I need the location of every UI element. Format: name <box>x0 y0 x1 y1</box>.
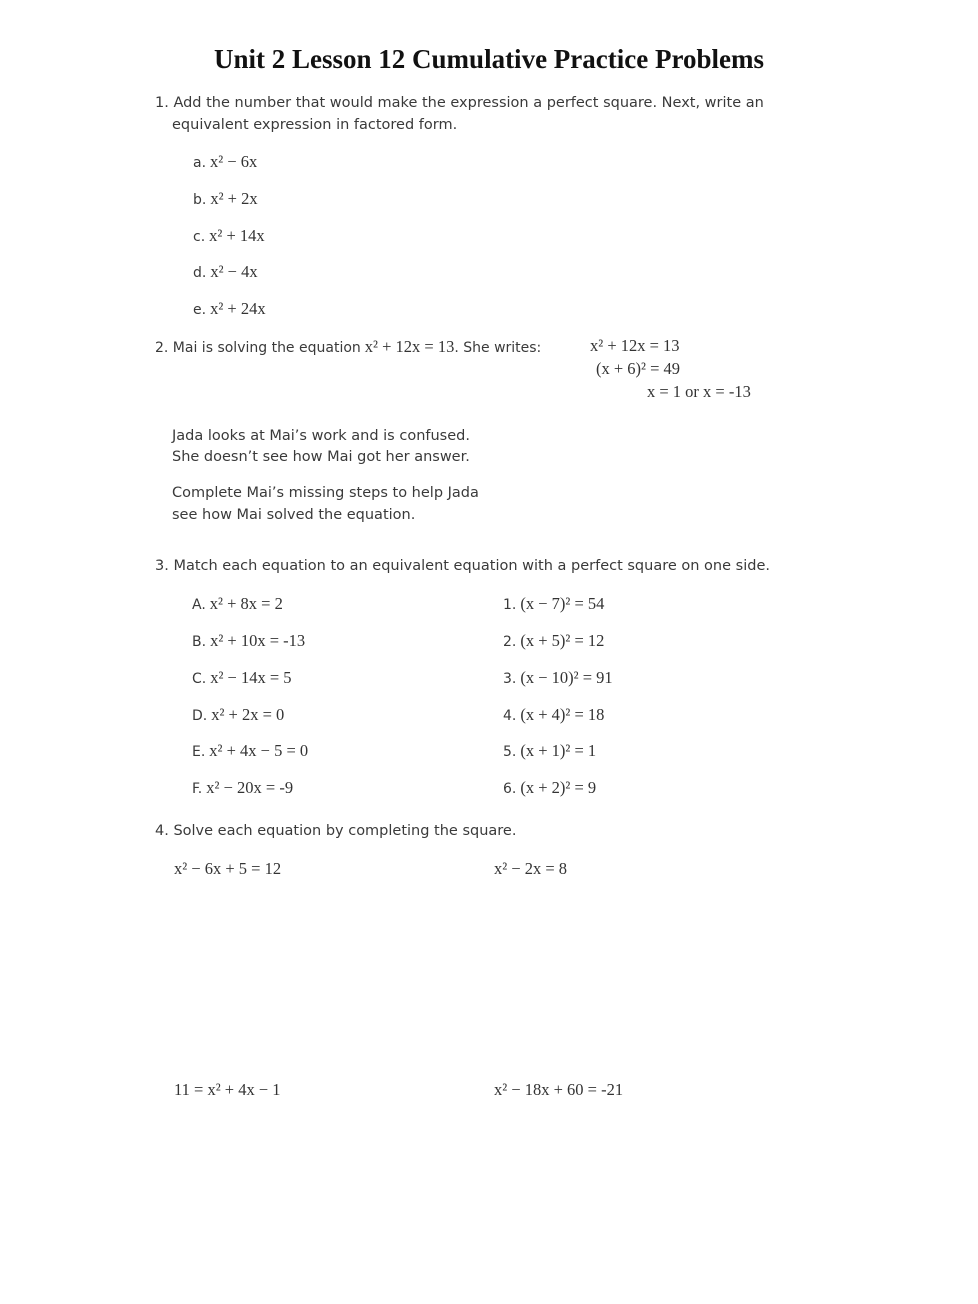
match-right-5 <box>503 741 596 761</box>
mai-work-line2: (x + 6)² = 49 <box>596 359 681 378</box>
item-label: 4. <box>503 708 517 724</box>
item-expression: x² + 2x = 0 <box>211 705 285 724</box>
problem-1-text-line1: 1. Add the number that would make the expression a perfect square. Next, write an <box>155 95 764 111</box>
item-expression: (x − 7)² = 54 <box>520 594 605 613</box>
match-left-b <box>192 631 305 651</box>
problem-1-item-b <box>193 189 258 209</box>
item-expression: x² + 4x − 5 = 0 <box>209 741 309 760</box>
item-expression: x² + 2x <box>210 189 258 208</box>
item-label: E. <box>192 744 206 760</box>
item-label: A. <box>192 597 206 613</box>
problem-4-equation-2: x² − 2x = 8 <box>494 859 568 878</box>
problem-4-equation-3: 11 = x² + 4x − 1 <box>174 1080 281 1099</box>
problem-2-para1-line2: She doesn’t see how Mai got her answer. <box>172 449 470 465</box>
item-label: 5. <box>503 744 517 760</box>
match-right-6 <box>503 778 596 798</box>
item-label: d. <box>193 265 207 281</box>
item-expression: x² + 24x <box>210 299 266 318</box>
problem-1-item-c <box>193 226 265 246</box>
item-expression: x² + 14x <box>209 226 265 245</box>
mai-work-line1: x² + 12x = 13 <box>590 336 680 355</box>
problem-4-heading: 4. Solve each equation by completing the square. <box>155 823 517 839</box>
match-left-f <box>192 778 293 798</box>
match-left-c <box>192 668 292 688</box>
match-right-4 <box>503 705 604 725</box>
item-expression: x² − 14x = 5 <box>210 668 292 687</box>
problem-4-equation-4: x² − 18x + 60 = -21 <box>494 1080 624 1099</box>
item-expression: (x − 10)² = 91 <box>520 668 613 687</box>
item-expression: x² − 4x <box>210 262 258 281</box>
item-label: 6. <box>503 781 517 797</box>
match-left-e <box>192 741 308 761</box>
problem-2-statement <box>155 337 541 357</box>
problem-1-item-d <box>193 262 258 282</box>
item-expression: x² + 8x = 2 <box>209 594 283 613</box>
item-label: F. <box>192 781 203 797</box>
match-left-a <box>192 594 283 614</box>
item-label: a. <box>193 155 207 171</box>
page-title: Unit 2 Lesson 12 Cumulative Practice Problems <box>214 44 764 74</box>
problem-2-suffix: . She writes: <box>454 340 542 356</box>
problem-1-text-line2: equivalent expression in factored form. <box>172 117 458 133</box>
match-right-1 <box>503 594 604 614</box>
item-label: c. <box>193 229 206 245</box>
problem-2-para2-line1: Complete Mai’s missing steps to help Jada <box>172 485 479 501</box>
problem-1-item-a <box>193 152 257 172</box>
item-expression: x² + 10x = -13 <box>210 631 306 650</box>
item-expression: x² − 20x = -9 <box>206 778 294 797</box>
problem-2-equation: x² + 12x = 13 <box>364 337 455 356</box>
problem-1-item-e <box>193 299 266 319</box>
item-label: e. <box>193 302 207 318</box>
item-expression: (x + 4)² = 18 <box>520 705 605 724</box>
item-label: 1. <box>503 597 517 613</box>
match-right-2 <box>503 631 604 651</box>
problem-2-prefix: 2. Mai is solving the equation <box>155 340 361 356</box>
item-expression: x² − 6x <box>210 152 258 171</box>
problem-2-para2-line2: see how Mai solved the equation. <box>172 507 416 523</box>
item-label: 2. <box>503 634 517 650</box>
item-label: 3. <box>503 671 517 687</box>
item-expression: (x + 2)² = 9 <box>520 778 597 797</box>
problem-2-para1-line1: Jada looks at Mai’s work and is confused. <box>172 428 470 444</box>
item-label: b. <box>193 192 207 208</box>
item-expression: (x + 5)² = 12 <box>520 631 605 650</box>
item-label: D. <box>192 708 208 724</box>
match-left-d <box>192 705 284 725</box>
match-right-3 <box>503 668 613 688</box>
item-expression: (x + 1)² = 1 <box>520 741 597 760</box>
mai-work-line3: x = 1 or x = -13 <box>647 382 751 401</box>
item-label: C. <box>192 671 207 687</box>
problem-3-heading: 3. Match each equation to an equivalent equation with a perfect square on one side. <box>155 558 770 574</box>
item-label: B. <box>192 634 207 650</box>
problem-4-equation-1: x² − 6x + 5 = 12 <box>174 859 282 878</box>
